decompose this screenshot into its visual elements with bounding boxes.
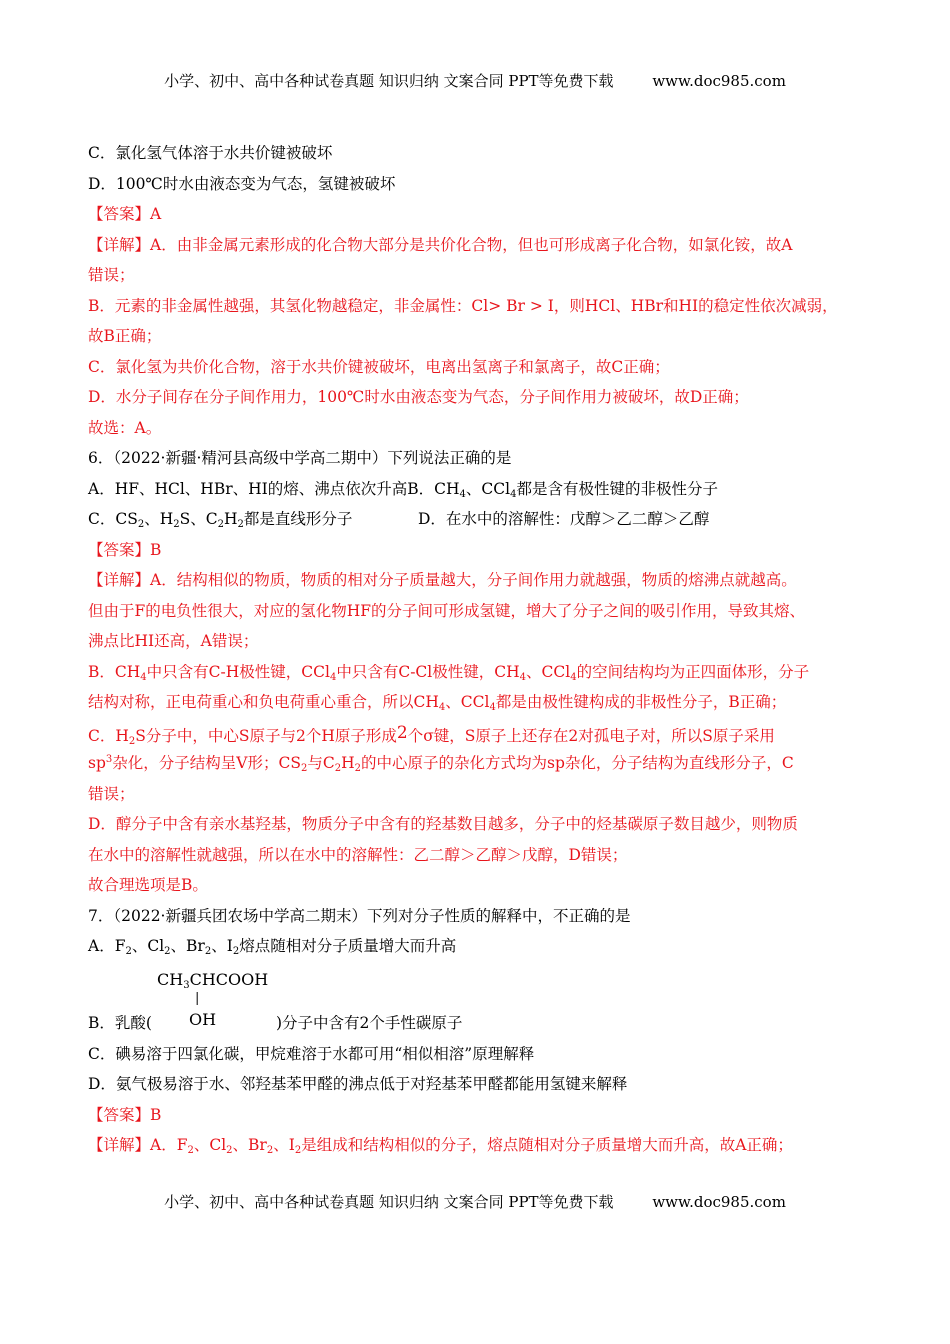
prev-detail-line: B．元素的非金属性越强，其氢化物越稳定，非金属性：Cl> Br > I，则HCl、HBr和HI的稳定性依次减弱， [88,297,838,315]
q6-detail-line: D．醇分子中含有亲水基羟基，物质分子中含有的羟基数目越多，分子中的烃基碳原子数目越少，则物质 [88,815,798,833]
formula-hydroxyl: OH [189,1010,217,1029]
q6-detail-line: 【详解】A．结构相似的物质，物质的相对分子质量越大，分子间作用力就越强，物质的熔沸点就越高。 [88,571,797,589]
footer-site: www.doc985.com [652,1193,786,1211]
prev-detail-line: 错误； [88,266,135,284]
prev-detail-line: C．氯化氢为共价化合物，溶于水共价键被破坏，电离出氢离子和氯离子，故C正确； [88,358,670,376]
q6-detail-line: C．$H_2S$分子中，中心S原子与2个H原子形成2个σ键，S原子上还存在2对孤电子对，所以S原子采用 [88,723,775,747]
prev-option-d: D．100℃时水由液态变为气态，氢键被破坏 [88,175,396,193]
header-text: 小学、初中、高中各种试卷真题 知识归纳 文案合同 PPT等免费下载 [164,72,614,90]
q6-option-c: C．$CS_2$、$H_2S$、$C_2H_2$都是直线形分子 [88,510,353,530]
prev-option-c: C．氯化氢气体溶于水共价键被破坏 [88,144,333,162]
q6-detail-line: 错误； [88,785,135,803]
q6-answer: 【答案】B [88,541,162,559]
q7-stem: 7．（2022·新疆兵团农场中学高二期末）下列对分子性质的解释中，不正确的是 [88,907,631,925]
header-site: www.doc985.com [652,72,786,90]
prev-detail-line: 【详解】A．由非金属元素形成的化合物大部分是共价化合物，但也可形成离子化合物，如氯化铵，故A [88,236,793,254]
q6-detail-line: B．$CH_4$中只含有C-H极性键，CCl$_4$中只含有C-Cl极性键，$CH_4$、CCl$_4$的空间结构均为正四面体形，分子 [88,663,810,683]
prev-detail-line: D．水分子间存在分子间作用力，100℃时水由液态变为气态，分子间作用力被破坏，故D正确； [88,388,749,406]
prev-detail-line: 故B正确； [88,327,162,345]
q6-detail-line: 但由于F的电负性很大，对应的氢化物HF的分子间可形成氢键，增大了分子之间的吸引作用，导致其熔、 [88,602,806,620]
q7-option-b-prefix: B．乳酸( [88,1014,152,1032]
q6-option-a: A．HF、HCl、HBr、HI的熔、沸点依次升高 [88,480,408,498]
q6-detail-line: $sp^3$杂化，分子结构呈V形；$CS_2$与$C_2H_2$的中心原子的杂化方式均为sp杂化，分子结构为直线形分子，C [88,754,794,774]
prev-answer: 【答案】A [88,205,162,223]
q7-option-d: D．氨气极易溶于水、邻羟基苯甲醛的沸点低于对羟基苯甲醛都能用氢键来解释 [88,1075,628,1093]
q6-stem: 6．（2022·新疆·精河县高级中学高二期中）下列说法正确的是 [88,449,512,467]
q6-detail-line: 结构对称，正电荷重心和负电荷重心重合，所以$CH_4$、CCl$_4$都是由极性键构成的非极性分子，B正确； [88,693,787,713]
footer-text: 小学、初中、高中各种试卷真题 知识归纳 文案合同 PPT等免费下载 [164,1193,614,1211]
q7-option-c: C．碘易溶于四氯化碳，甲烷难溶于水都可用“相似相溶”原理解释 [88,1045,535,1063]
q7-answer: 【答案】B [88,1106,162,1124]
q7-option-b: )分子中含有2个手性碳原子 [276,1014,463,1032]
q7-detail-line: 【详解】A．$F_2$、$Cl_2$、$Br_2$、$I_2$是组成和结构相似的分子，熔点随相对分子质量增大而升高，故A正确； [88,1136,793,1156]
q6-detail-line: 沸点比HI还高，A错误； [88,632,259,650]
page-footer [0,1191,950,1212]
q6-options-ab: A．HF、HCl、HBr、HI的熔、沸点依次升高B．$CH_4$、CCl$_4$都是含有极性键的非极性分子 [88,480,718,500]
page-header [0,70,950,91]
q6-option-d: D．在水中的溶解性：戊醇＞乙二醇＞乙醇 [418,510,710,528]
q7-option-a: A．$F_2$、$Cl_2$、$Br_2$、$I_2$熔点随相对分子质量增大而升高 [88,937,457,957]
q6-detail-line: 故合理选项是B。 [88,876,208,894]
lactic-acid-formula: $CH_3CHCOOH$ [157,970,269,991]
q6-detail-line: 在水中的溶解性就越强，所以在水中的溶解性：乙二醇＞乙醇＞戊醇，D错误； [88,846,628,864]
formula-bond: | [195,991,200,1006]
q6-option-b: 都是含有极性键的非极性分子 [516,480,718,498]
prev-detail-line: 故选：A。 [88,419,162,437]
